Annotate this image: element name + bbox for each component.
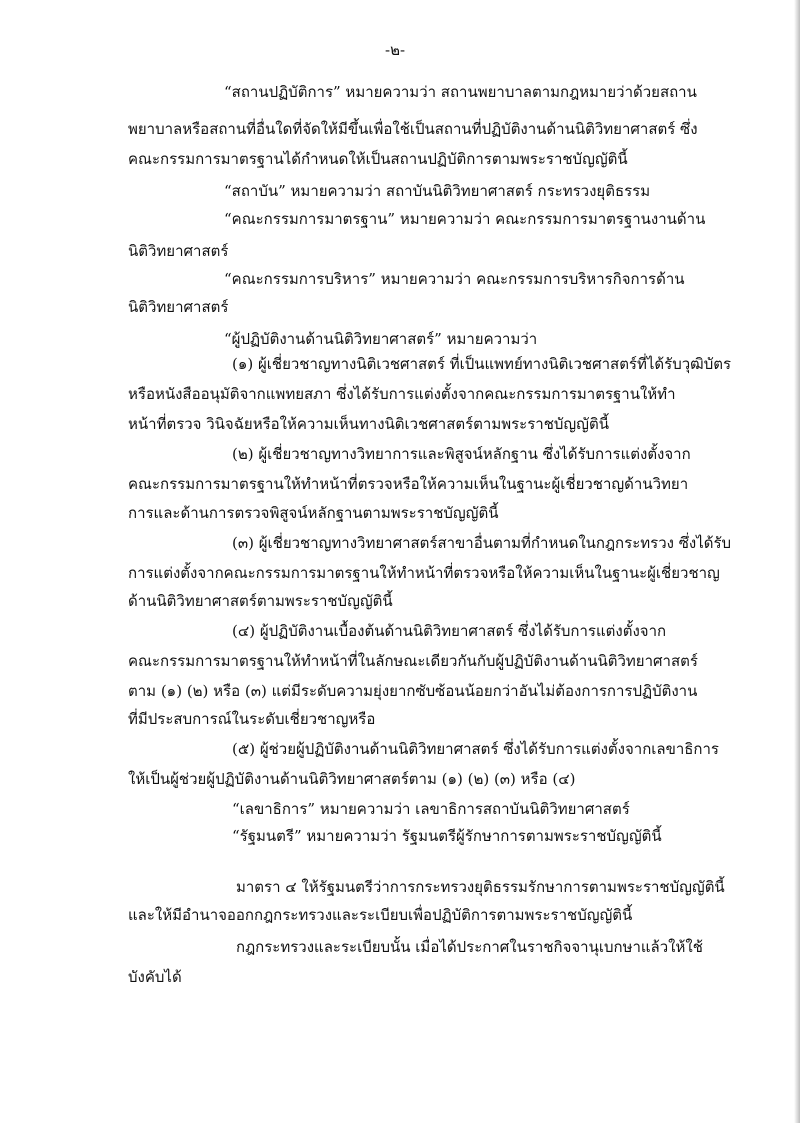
text-line: บังคับได้ (128, 968, 182, 986)
text-line: ตาม (๑) (๒) หรือ (๓) แต่มีระดับความยุ่งยากซับซ้อนน้อยกว่าอันไม่ต้องการการปฏิบัติงาน (128, 682, 698, 700)
text-line: การและด้านการตรวจพิสูจน์หลักฐานตามพระราชบัญญัตินี้ (128, 504, 499, 522)
text-line: ให้เป็นผู้ช่วยผู้ปฏิบัติงานด้านนิติวิทยาศาสตร์ตาม (๑) (๒) (๓) หรือ (๔) (128, 770, 576, 788)
text-line: (๕) ผู้ช่วยผู้ปฏิบัติงานด้านนิติวิทยาศาสตร์ ซึ่งได้รับการแต่งตั้งจากเลขาธิการ (232, 740, 719, 758)
page-number: -๒- (385, 41, 406, 59)
text-line: (๒) ผู้เชี่ยวชาญทางวิทยาการและพิสูจน์หลักฐาน ซึ่งได้รับการแต่งตั้งจาก (232, 445, 691, 463)
text-line: “คณะกรรมการมาตรฐาน” หมายความว่า คณะกรรมการมาตรฐานงานด้าน (224, 210, 706, 228)
text-line: คณะกรรมการมาตรฐานให้ทำหน้าที่ในลักษณะเดียวกันกับผู้ปฏิบัติงานด้านนิติวิทยาศาสตร์ (128, 652, 698, 670)
text-line: มาตรา ๔ ให้รัฐมนตรีว่าการกระทรวงยุติธรรมรักษาการตามพระราชบัญญัตินี้ (236, 878, 725, 896)
text-line: นิติวิทยาศาสตร์ (128, 242, 229, 260)
scan-edge-shadow (794, 0, 800, 1123)
text-line: (๓) ผู้เชี่ยวชาญทางวิทยาศาสตร์สาขาอื่นตามที่กำหนดในกฎกระทรวง ซึ่งได้รับ (232, 534, 732, 552)
text-line: (๔) ผู้ปฏิบัติงานเบื้องต้นด้านนิติวิทยาศาสตร์ ซึ่งได้รับการแต่งตั้งจาก (232, 622, 667, 640)
text-line: และให้มีอำนาจออกกฎกระทรวงและระเบียบเพื่อปฏิบัติการตามพระราชบัญญัตินี้ (128, 906, 633, 924)
text-line: (๑) ผู้เชี่ยวชาญทางนิติเวชศาสตร์ ที่เป็นแพทย์ทางนิติเวชศาสตร์ที่ได้รับวุฒิบัตร (232, 355, 732, 373)
text-line: “คณะกรรมการบริหาร” หมายความว่า คณะกรรมการบริหารกิจการด้าน (224, 270, 685, 288)
text-line: หน้าที่ตรวจ วินิจฉัยหรือให้ความเห็นทางนิติเวชศาสตร์ตามพระราชบัญญัตินี้ (128, 415, 609, 433)
text-line: “ผู้ปฏิบัติงานด้านนิติวิทยาศาสตร์” หมายความว่า (224, 330, 538, 348)
text-line: ที่มีประสบการณ์ในระดับเชี่ยวชาญหรือ (128, 710, 376, 728)
text-line: “สถานปฏิบัติการ” หมายความว่า สถานพยาบาลตามกฎหมายว่าด้วยสถาน (224, 83, 697, 101)
text-line: “เลขาธิการ” หมายความว่า เลขาธิการสถาบันนิติวิทยาศาสตร์ (232, 800, 630, 818)
text-line: หรือหนังสืออนุมัติจากแพทยสภา ซึ่งได้รับการแต่งตั้งจากคณะกรรมการมาตรฐานให้ทำ (128, 385, 676, 403)
text-line: นิติวิทยาศาสตร์ (128, 298, 229, 316)
text-line: การแต่งตั้งจากคณะกรรมการมาตรฐานให้ทำหน้าที่ตรวจหรือให้ความเห็นในฐานะผู้เชี่ยวชาญ (128, 564, 720, 582)
text-line: คณะกรรมการมาตรฐานได้กำหนดให้เป็นสถานปฏิบัติการตามพระราชบัญญัตินี้ (128, 150, 628, 168)
text-line: คณะกรรมการมาตรฐานให้ทำหน้าที่ตรวจหรือให้ความเห็นในฐานะผู้เชี่ยวชาญด้านวิทยา (128, 475, 689, 493)
text-line: กฎกระทรวงและระเบียบนั้น เมื่อได้ประกาศในราชกิจจานุเบกษาแล้วให้ใช้ (236, 938, 703, 956)
text-line: ด้านนิติวิทยาศาสตร์ตามพระราชบัญญัตินี้ (128, 592, 393, 610)
text-line: “สถาบัน” หมายความว่า สถาบันนิติวิทยาศาสตร์ กระทรวงยุติธรรม (224, 182, 651, 200)
text-line: “รัฐมนตรี” หมายความว่า รัฐมนตรีผู้รักษาการตามพระราชบัญญัตินี้ (232, 827, 662, 845)
text-line: พยาบาลหรือสถานที่อื่นใดที่จัดให้มีขึ้นเพื่อใช้เป็นสถานที่ปฏิบัติงานด้านนิติวิทยาศาสตร์ ซึ่ง (128, 120, 698, 138)
